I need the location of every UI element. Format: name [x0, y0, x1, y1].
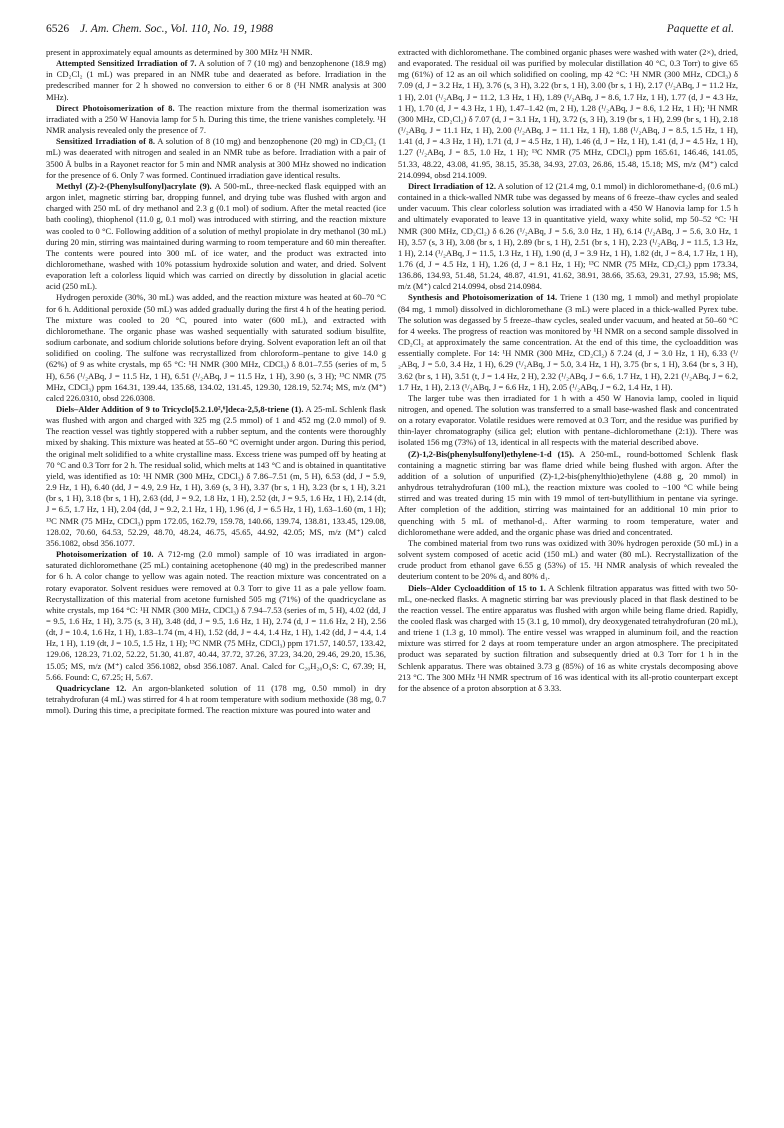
paragraph [46, 103, 386, 136]
paragraph-heading: Diels–Alder Addition of 9 to Tricyclo[5.2.1.0²,⁶]deca-2,5,8-triene (1). [56, 404, 304, 414]
paragraph-heading: Direct Photoisomerization of 8. [56, 102, 175, 113]
paragraph [398, 47, 738, 181]
paragraph-heading: Diels–Alder Cycloaddition of 15 to 1. [408, 582, 546, 593]
paragraph-heading: Direct Irradiation of 12. [408, 180, 496, 191]
paragraph [398, 583, 738, 695]
paragraph [46, 58, 386, 103]
paragraph-heading: Photoisomerization of 10. [56, 549, 154, 560]
paragraph-text: The larger tube was then irradiated for 1 h with a 450 W Hanovia lamp, cooled in liquid nitrogen, and opened. The solution was transferred to a small base-washed flask and concentrated on a rotary evaporator. Volatile residues were removed at 0.3 Torr, and the residue was purified by thin-layer chromatography (silica gel; elution with pentane–dichloromethane (2:1)). There was isolated 156 mg (73%) of 13, identical in all respects with the material described above. [398, 392, 738, 448]
paragraph-heading: (Z)-1,2-Bis(phenylsulfonyl)ethylene-1-d (15). [408, 448, 574, 459]
paragraph [46, 549, 386, 683]
paragraph-text: A 500-mL, three-necked flask equipped with an argon inlet, magnetic stirring bar, dropping funnel, and drying tube was flushed with argon and charged with 250 mL of dry methanol and 2.3 g (0.1 mol) of sodium. After the metal reacted (ice bath cooling), thiophenol (11.0 g, 0.1 mol) was introduced with stirring, and the reaction mixture was cooled to 0 °C. Following addition of a solution of methyl propiolate in dry methanol (30 mL) during 20 min, stirring was maintained during warming to room temperature and 60 min thereafter. The contents were poured into 300 mL of ice water, and the product was extracted into dichloromethane, washed with 10% potassium hydroxide solution and water, and dried. Solvent evaporation left a colorless liquid which was carried on directly by dissolution in glacial acetic acid (250 mL). [46, 180, 386, 292]
paragraph-text: A solution of 8 (10 mg) and benzophenone (20 mg) in CD₂Cl₂ (1 mL) was deaerated with nitrogen and sealed in an NMR tube as before. Irradiation with a pair of 3500 Å bulbs in a Rayonet reactor for 5 min and NMR analysis at 300 MHz showed no indication for the presence of 6. Only 7 was formed. Continued irradiation gave identical results. [46, 136, 386, 180]
paragraph-heading: Attempted Sensitized Irradiation of 7. [56, 58, 197, 69]
paragraph [46, 292, 386, 404]
paragraph-text: A 712-mg (2.0 mmol) sample of 10 was irradiated in argon-saturated dichloromethane (25 mL) containing acetophenone (40 mg) in the predescribed manner for 6 h. A color change to yellow was again noted. The reaction mixture was concentrated on a rotary evaporator. Solvent residues were removed at 0.3 Torr to give 11 as a pale yellow foam. Recrystallization of this material from acetone furnished 505 mg (71%) of the quadricyclane as white crystals, mp 164 °C: ¹H NMR (300 MHz, CDCl₃) δ 7.94–7.53 (series of m, 5 H), 4.02 (dd, J = 9.5, 1.6 Hz, 1 H), 3.75 (s, 3 H), 3.48 (dd, J = 9.5, 1.6 Hz, 1 H), 2.74 (d, J = 11.6 Hz, 2 H), 2.56 (dt, J = 10.4, 1.6 Hz, 1 H), 1.83–1.74 (m, 4 H), 1.52 (dd, J = 4.4, 1.4 Hz, 1 H), 1.42 (dd, J = 4.4, 1.4 Hz, 1 H), 1.19 (dt, J = 10.5, 1.5 Hz, 1 H); ¹³C NMR (75 MHz, CDCl₃) ppm 171.57, 140.57, 133.42, 129.06, 128.23, 71.02, 52.22, 51.30, 41.87, 40.44, 37.72, 37.26, 37.23, 34.20, 29.46, 29.20, 15.36, 15.05; MS, m/z (M⁺) calcd 356.1082, obsd 356.1087. Anal. Calcd for C₂₀H₂₀O₄S: C, 67.39; H, 5.66. Found: C, 67.25; H, 5.67. [46, 549, 386, 682]
paragraph-text: A 250-mL, round-bottomed Schlenk flask containing a magnetic stirring bar was flame dried while being flushed with argon. After the addition of a solution of unpurified (Z)-1,2-bis(phenylthio)ethylene (4.88 g, 20 mmol) in anhydrous tetrahydrofuran (100 mL), the reaction mixture was cooled to −100 °C while being stirred and was treated during 15 min with 19 mmol of tert-butyllithium in pentane via syringe. After completion of the addition, stirring was maintained for an additional 10 min prior to quenching with 5 mL of methanol-d₁. After warming to room temperature, water and dichloromethane were added, and the organic phase was dried and concentrated. [398, 448, 738, 537]
page-header [46, 22, 734, 40]
paragraph-text: A 25-mL Schlenk flask was flushed with argon and charged with 325 mg (2.5 mmol) of 1 and 452 mg (2.0 mmol) of 9. The reaction vessel was tightly stoppered with a rubber septum, and the contents were thoroughly mixed by shaking. This mixture was heated at 55–60 °C overnight under argon. During this period, the original melt solidified to a white crystalline mass. Excess triene was pumped off by heating at 70 °C and 0.3 Torr for 2 h. The residual solid, which melts at 143 °C and is obtained in quantitative yield, was identified as 10: ¹H NMR (300 MHz, CDCl₃) δ 7.86–7.51 (m, 5 H), 6.53 (dd, J = 5.9, 2.9 Hz, 1 H), 6.40 (dd, J = 4.9, 2.9 Hz, 1 H), 3.69 (s, 3 H), 3.37 (br s, 1 H), 3.23 (br s, 1 H), 3.21 (br s, 1 H), 3.18 (br s, 1 H), 2.63 (dd, J = 9.2, 1.8 Hz, 1 H), 2.52 (dt, J = 9.5, 1.6 Hz, 1 H), 2.14 (dt, J = 6.5, 1.7 Hz, 1 H), 2.04 (dd, J = 9.2, 2.1 Hz, 1 H), 1.96 (d, J = 6.5 Hz, 1 H), 1.63–1.60 (m, 1 H); ¹³C NMR (75 MHz, CDCl₃) ppm 172.05, 162.79, 159.78, 140.66, 139.74, 138.81, 133.45, 129.08, 128.02, 70.60, 64.53, 52.29, 48.70, 48.24, 46.75, 45.65, 44.92, 42.05; MS, m/z (M⁺) calcd 356.1082, obsd 356.1077. [46, 404, 386, 548]
paragraph-text: present in approximately equal amounts as determined by 300 MHz ¹H NMR. [46, 47, 313, 57]
paragraph-text: A solution of 7 (10 mg) and benzophenone (18.9 mg) in CD₂Cl₂ (1 mL) was prepared in an NMR tube and deaerated as before. Irradiation in the predescribed manner for 2 h showed no conversion to either 6 or 8 (¹H NMR analysis at 300 MHz). [46, 58, 386, 102]
paragraph-heading: Sensitized Irradiation of 8. [56, 136, 156, 147]
journal-citation: J. Am. Chem. Soc., Vol. 110, No. 19, 1988 [80, 22, 274, 35]
paragraph-text: A solution of 12 (21.4 mg, 0.1 mmol) in dichloromethane-d₂ (0.6 mL) contained in a thick-walled NMR tube was degassed by means of 6 freeze–thaw cycles and sealed under vacuum. This clear colorless solution was irradiated with a 450 W Hanovia lamp for 1.5 h and ultimately evaporated to leave 13 in quantitative yield, waxy white solid, mp 50–52 °C: ¹H NMR (300 MHz, CD₂Cl₂) δ 6.26 (¹/₂ABq, J = 5.6, 3.0 Hz, 1 H), 6.14 (¹/₂ABq, J = 5.6, 3.0 Hz, 1 H), 3.57 (s, 3 H), 3.08 (br s, 1 H), 2.89 (br s, 1 H), 2.51 (br s, 1 H), 2.23 (¹/₂ABq, J = 11.5, 1.3 Hz, 1 H), 2.14 (¹/₂ABq, J = 11.5, 1.3 Hz, 1 H), 1.90 (d, J = 3.9 Hz, 1 H), 1.82 (dt, J = 8.4, 1.7 Hz, 1 H), 1.76 (d, J = 4.5 Hz, 1 H), 1.26 (d, J = 8.1 Hz, 1 H); ¹³C NMR (75 MHz, CD₂Cl₂) ppm 173.34, 136.86, 134.93, 51.48, 51.24, 48.87, 41.91, 41.62, 38.91, 38.66, 35.63, 29.31, 27.93, 15.98; MS, m/z (M⁺) calcd 214.0994, obsd 214.0984. [398, 180, 738, 292]
paragraph-text: The reaction mixture from the thermal isomerization was irradiated with a 250 W Hanovia lamp for 5 h. During this time, the triene vanishes completely. ¹H NMR analysis revealed only the presence of 7. [46, 102, 386, 136]
paragraph-text: extracted with dichloromethane. The combined organic phases were washed with water (2×), dried, and evaporated. The residual oil was purified by molecular distillation 40 °C, 0.3 Torr) to give 65 mg (61%) of 12 as an oil which solidified on cooling, mp 42 °C: ¹H NMR (300 MHz, CDCl₃) δ 7.09 (d, J = 3.2 Hz, 1 H), 3.76 (s, 3 H), 3.22 (br s, 1 H), 3.00 (br s, 1 H), 2.17 (¹/₂ABq, J = 11.2 Hz, 1 H), 2.01 (¹/₂ABq, J = 11.2, 1.3 Hz, 1 H), 1.89 (¹/₂ABq, J = 8.6, 1.7 Hz, 1 H), 1.77 (d, J = 4.3 Hz, 1 H), 1.70 (d, J = 4.3 Hz, 1 H), 1.47–1.42 (m, 2 H), 1.28 (¹/₂ABq, J = 8.6, 1.2 Hz, 1 H); ¹H NMR (300 MHz, CD₂Cl₂) δ 7.07 (d, J = 3.1 Hz, 1 H), 3.72 (s, 3 H), 3.19 (br s, 1 H), 2.99 (br s, 1 H), 2.18 (¹/₂ABq, J = 11.1 Hz, 1 H), 2.00 (¹/₂ABq, J = 11.1 Hz, 1 H), 1.88 (¹/₂ABq, J = 8.5, 1.5 Hz, 1 H), 1.41 (d, J = 4.3 Hz, 1 H), 1.71 (d, J = 4.5 Hz, 1 H), 1.46 (d, J = Hz, 1 H), 1.41 (d, J = 4.5 Hz, 1 H), 1.27 (¹/₂ABq, J = 8.5, 1.0 Hz, 1 H); ¹³C NMR (75 MHz, CDCl₃) ppm 165.61, 146.46, 141.05, 51.33, 48.22, 43.08, 41.95, 38.15, 35.38, 34.93, 27.03, 26.86, 15.48, 15.18; MS, m/z (M⁺) calcd 214.0994, obsd 214.1009. [398, 47, 738, 180]
paragraph-text: An argon-blanketed solution of 11 (178 mg, 0.50 mmol) in dry tetrahydrofuran (4 mL) was stirred for 4 h at room temperature with sodium methoxide (38 mg, 0.7 mmol). During this time, a precipitate formed. The reaction mixture was poured into water and [46, 682, 386, 716]
paragraph-heading: Quadricyclane 12. [56, 682, 127, 693]
paragraph [398, 538, 738, 583]
page-number: 6526 [46, 22, 70, 35]
left-column [46, 47, 386, 1107]
paragraph-text: The combined material from two runs was oxidized with 30% hydrogen peroxide (50 mL) in a solvent system composed of acetic acid (150 mL) and water (80 mL). Recrystallization of the crude product from ethanol gave 6.55 g (53%) of 15. ¹H NMR analysis of which revealed the deuterium content to be 20% d₀ and 80% d₁. [398, 537, 738, 582]
paragraph [46, 47, 386, 58]
paragraph [398, 393, 738, 449]
paragraph-text: Hydrogen peroxide (30%, 30 mL) was added, and the reaction mixture was heated at 60–70 °C for 6 h. Additional peroxide (50 mL) was added gradually during the first 4 h of the heating period. The mixture was cooled to 20 °C, poured into water (600 mL), and extracted with dichloromethane. The organic phase was washed sequentially with saturated sodium bisulfite, sodium carbonate, and sodium chloride solutions before drying. Solvent evaporation left an oil that solidified on cooling. The sulfone was recrystallized from chloroform–pentane to give 14.0 g (62%) of 9 as white crystals, mp 65 °C: ¹H NMR (300 MHz, CDCl₃) δ 8.01–7.55 (series of m, 5 H), 6.56 (¹/₂ABq, J = 11.5 Hz, 1 H), 6.51 (¹/₂ABq, J = 11.5 Hz, 1 H), 3.90 (s, 3 H); ¹³C NMR (75 MHz, CDCl₃) ppm 164.31, 139.44, 135.68, 134.02, 131.45, 129.30, 128.19, 52.74; MS, m/z (M⁺) calcd 226.0310, obsd 226.0308. [46, 292, 386, 403]
paragraph [398, 181, 738, 293]
paragraph-heading: Synthesis and Photoisomerization of 14. [408, 292, 558, 303]
paragraph [46, 683, 386, 716]
paragraph [398, 292, 738, 392]
right-column [398, 47, 738, 1107]
paragraph [398, 449, 738, 538]
paragraph [46, 181, 386, 293]
paragraph [46, 136, 386, 181]
paragraph-text: A Schlenk filtration apparatus was fitted with two 50-mL, one-necked flasks. A magnetic stirring bar was previously placed in that flask destined to be the reaction vessel. The entire apparatus was flushed with argon while being flame dried. Rapidly, the cooled flask was charged with 15 (3.1 g, 10 mmol), dry deoxygenated tetrahydrofuran (20 mL), and triene 1 (1.3 g, 10 mmol). The entire vessel was wrapped in aluminum foil, and the reaction mixture was stirred for 2 days at room temperature under an argon atmosphere. The precipitated product was separated by suction filtration and subsequently dried at 0.3 Torr for 1 h in the Schlenk apparatus. There was obtained 3.73 g (85%) of 16 as white crystals decomposing above 213 °C. The 300 MHz ¹H NMR spectrum of 16 was identical with its all-protio counterpart except for the absence of a proton absorption at δ 3.33. [398, 582, 738, 693]
paragraph [46, 404, 386, 549]
running-author: Paquette et al. [666, 22, 734, 35]
paragraph-text: Triene 1 (130 mg, 1 mmol) and methyl propiolate (84 mg, 1 mmol) dissolved in dichloromethane (3 mL) were placed in a thick-walled Pyrex tube. The solution was degassed by 5 freeze–thaw cycles, sealed under vacuum, and heated at 50–60 °C for 4 weeks. The progress of reaction was monitored by ¹H NMR on a second sample dissolved in CD₂Cl₂ at approximately the same concentration. At the end of this time, the cycloaddition was essentially complete. For 14: ¹H NMR (300 MHz, CD₂Cl₂) δ 7.24 (d, J = 3.0 Hz, 1 H), 6.33 (¹/₂ABq, J = 5.0, 3.4 Hz, 1 H), 6.29 (¹/₂ABq, J = 5.0, 3.4 Hz, 1 H), 3.75 (br s, 1 H), 3.64 (br s, 3 H), 3.62 (br s, 1 H), 3.51 (t, J = 1.4 Hz, 2 H), 2.32 (¹/₂ABq, J = 6.6, 1.7 Hz, 1 H), 2.21 (¹/₂ABq, J = 6.2, 1.7 Hz, 1 H), 2.13 (¹/₂ABq, J = 6.6 Hz, 1 H), 2.05 (¹/₂ABq, J = 6.2, 1.4 Hz, 1 H). [398, 292, 738, 392]
paragraph-heading: Methyl (Z)-2-(Phenylsulfonyl)acrylate (9). [56, 180, 212, 191]
